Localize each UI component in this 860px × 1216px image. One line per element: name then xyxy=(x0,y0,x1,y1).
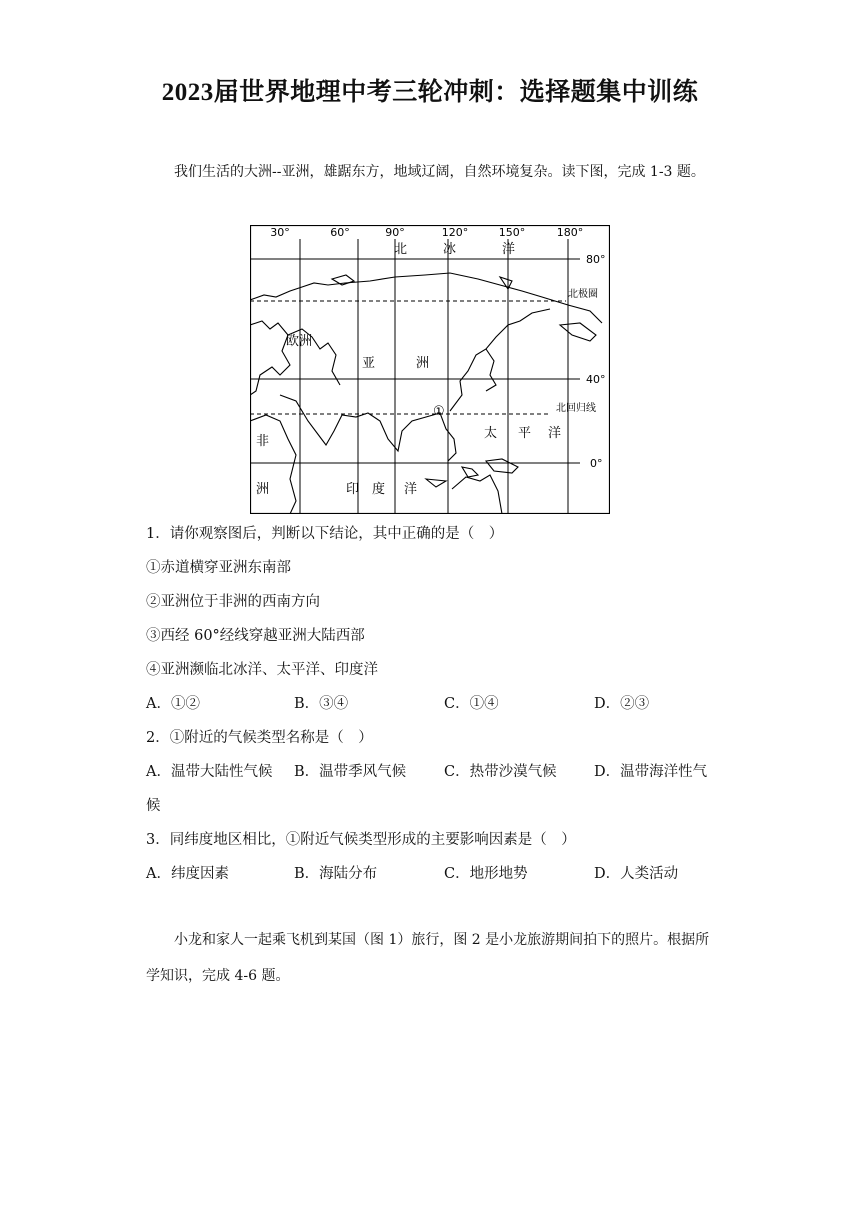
lon-label-120: 120° xyxy=(441,226,469,239)
intro-paragraph-1: 我们生活的大洲--亚洲，雄踞东方，地域辽阔，自然环境复杂。读下图，完成 1-3 题。 xyxy=(174,164,705,180)
intro-paragraph-2: 小龙和家人一起乘飞机到某国（图 1）旅行，图 2 是小龙旅游期间拍下的照片。根据所学知识，完成 4-6 题。 xyxy=(146,932,710,984)
map-label-bing: 冰 xyxy=(443,242,457,257)
lon-label-60: 60° xyxy=(330,226,350,239)
lon-label-180: 180° xyxy=(556,226,584,239)
q2-option-d[interactable]: D．温带海洋性气 xyxy=(594,764,708,780)
q2-option-d-wrap: 候 xyxy=(146,798,161,814)
q1-item-3: ③西经 60°经线穿越亚洲大陆西部 xyxy=(146,628,365,644)
asia-map xyxy=(250,225,610,514)
q2-option-b[interactable]: B．温带季风气候 xyxy=(294,764,407,780)
q2-option-a[interactable]: A．温带大陆性气候 xyxy=(146,764,273,780)
q2-option-c[interactable]: C．热带沙漠气候 xyxy=(444,764,557,780)
q1-option-c[interactable]: C．①④ xyxy=(444,696,499,712)
lat-label-0: 0° xyxy=(590,457,603,470)
map-label-ping: 平 xyxy=(518,426,532,441)
map-label-indian-yang: 洋 xyxy=(404,482,418,497)
lat-label-80: 80° xyxy=(586,253,606,266)
lon-label-30: 30° xyxy=(270,226,290,239)
page-title: 2023届世界地理中考三轮冲刺：选择题集中训练 xyxy=(161,79,699,106)
map-label-fei: 非 xyxy=(256,434,270,449)
q3-option-b[interactable]: B．海陆分布 xyxy=(294,866,378,882)
lon-label-90: 90° xyxy=(385,226,405,239)
map-label-ya: 亚 xyxy=(362,356,376,371)
q2-stem: 2．①附近的气候类型名称是（ ） xyxy=(146,730,373,746)
map-marker-1: ① xyxy=(433,404,445,419)
q1-option-a[interactable]: A．①② xyxy=(146,696,200,712)
q1-item-1: ①赤道横穿亚洲东南部 xyxy=(146,560,291,576)
map-label-du: 度 xyxy=(372,482,386,497)
map-label-pacific-yang: 洋 xyxy=(548,426,562,441)
tropic-cancer-label: 北回归线 xyxy=(556,403,596,414)
map-label-bei: 北 xyxy=(394,242,408,257)
lat-label-40: 40° xyxy=(586,373,606,386)
arctic-circle-label: 北极圈 xyxy=(568,289,598,300)
map-label-tai: 太 xyxy=(484,426,498,441)
map-label-africa-zhou: 洲 xyxy=(256,482,270,497)
q1-item-4: ④亚洲濒临北冰洋、太平洋、印度洋 xyxy=(146,662,378,678)
q3-stem: 3．同纬度地区相比，①附近气候类型形成的主要影响因素是（ ） xyxy=(146,832,576,848)
q1-item-2: ②亚洲位于非洲的西南方向 xyxy=(146,594,320,610)
q3-option-d[interactable]: D．人类活动 xyxy=(594,866,679,882)
map-label-europe: 欧洲 xyxy=(286,334,313,349)
map-label-yang: 洋 xyxy=(502,242,516,257)
q3-option-a[interactable]: A．纬度因素 xyxy=(146,866,229,882)
lon-label-150: 150° xyxy=(498,226,526,239)
map-label-yin: 印 xyxy=(346,482,360,497)
q3-option-c[interactable]: C．地形地势 xyxy=(444,866,528,882)
q1-option-d[interactable]: D．②③ xyxy=(594,696,650,712)
map-label-zhou: 洲 xyxy=(416,356,430,371)
q1-stem: 1．请你观察图后，判断以下结论，其中正确的是（ ） xyxy=(146,526,504,542)
q1-option-b[interactable]: B．③④ xyxy=(294,696,349,712)
